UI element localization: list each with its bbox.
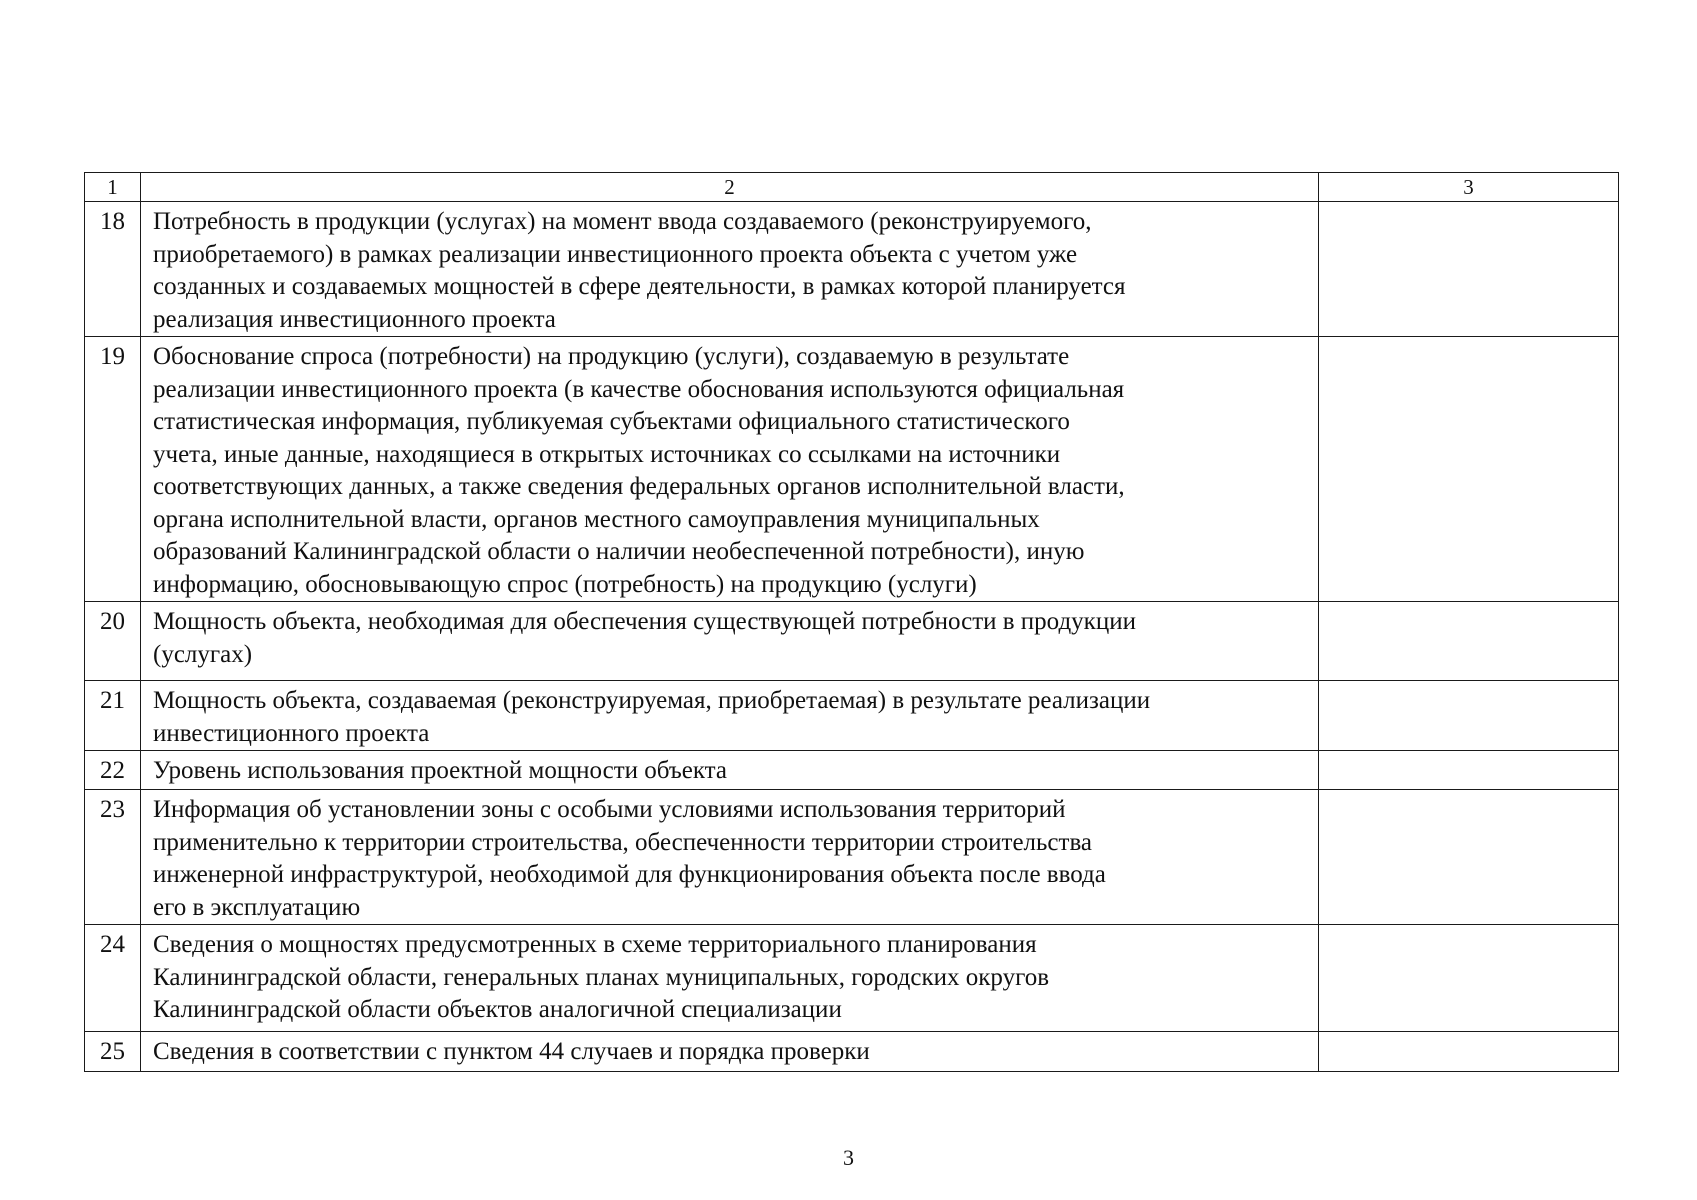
description-line: реализации инвестиционного проекта (в качестве обоснования используются официальная bbox=[153, 375, 1125, 403]
requirements-table bbox=[84, 172, 1619, 1072]
description-line: Информация об установлении зоны с особыми условиями использования территорий bbox=[153, 796, 1066, 823]
row-description bbox=[141, 790, 1319, 925]
table-header-row bbox=[85, 173, 1619, 202]
header-cell-2: 2 bbox=[141, 173, 1319, 202]
row-description bbox=[141, 602, 1319, 681]
table-row bbox=[85, 337, 1619, 602]
row-description bbox=[141, 681, 1319, 751]
row-value[interactable] bbox=[1319, 202, 1619, 337]
row-number: 21 bbox=[85, 681, 141, 751]
row-number: 20 bbox=[85, 602, 141, 681]
page-number: 3 bbox=[843, 1145, 854, 1170]
row-value[interactable] bbox=[1319, 1032, 1619, 1072]
description-line: Калининградской области, генеральных планах муниципальных, городских округов bbox=[153, 963, 1050, 991]
table-row bbox=[85, 681, 1619, 751]
description-line: Сведения о мощностях предусмотренных в схеме территориального планирования bbox=[153, 931, 1037, 958]
description-line: Мощность объекта, создаваемая (реконструируемая, приобретаемая) в результате реализации bbox=[153, 687, 1151, 714]
row-number: 19 bbox=[85, 337, 141, 602]
row-value[interactable] bbox=[1319, 925, 1619, 1032]
row-description bbox=[141, 1032, 1319, 1072]
header-cell-1: 1 bbox=[85, 173, 141, 202]
description-line: соответствующих данных, а также сведения федеральных органов исполнительной власти, bbox=[153, 473, 1125, 500]
row-number: 25 bbox=[85, 1032, 141, 1072]
description-line: приобретаемого) в рамках реализации инвестиционного проекта объекта с учетом уже bbox=[153, 240, 1078, 268]
description-line: Калининградской области объектов аналогичной специализации bbox=[153, 996, 842, 1023]
description-line: инвестиционного проекта bbox=[153, 719, 430, 747]
row-description bbox=[141, 202, 1319, 337]
row-value[interactable] bbox=[1319, 790, 1619, 925]
row-value[interactable] bbox=[1319, 337, 1619, 602]
row-description bbox=[141, 337, 1319, 602]
table-row bbox=[85, 925, 1619, 1032]
table-row bbox=[85, 1032, 1619, 1072]
description-line: (услугах) bbox=[153, 640, 253, 668]
description-line: статистическая информация, публикуемая субъектами официального статистического bbox=[153, 408, 1070, 435]
description-line: органа исполнительной власти, органов местного самоуправления муниципальных bbox=[153, 505, 1040, 533]
requirements-table-body bbox=[85, 173, 1619, 1072]
description-line: учета, иные данные, находящиеся в открытых источниках со ссылками на источники bbox=[153, 440, 1061, 468]
row-value[interactable] bbox=[1319, 602, 1619, 681]
table-row bbox=[85, 602, 1619, 681]
description-line: Мощность объекта, необходимая для обеспечения существующей потребности в продукции bbox=[153, 608, 1136, 635]
description-line: инженерной инфраструктурой, необходимой для функционирования объекта после ввода bbox=[153, 861, 1106, 888]
table-row bbox=[85, 751, 1619, 790]
row-number: 23 bbox=[85, 790, 141, 925]
description-line: его в эксплуатацию bbox=[153, 893, 361, 921]
description-line: образований Калининградской области о наличии необеспеченной потребности), иную bbox=[153, 538, 1085, 565]
description-line: Потребность в продукции (услугах) на момент ввода создаваемого (реконструируемого, bbox=[153, 208, 1092, 235]
row-description bbox=[141, 751, 1319, 790]
row-number: 24 bbox=[85, 925, 141, 1032]
description-line: Обоснование спроса (потребности) на продукцию (услуги), создаваемую в результате bbox=[153, 343, 1070, 370]
description-line: применительно к территории строительства, обеспеченности территории строительства bbox=[153, 828, 1093, 856]
header-cell-3: 3 bbox=[1319, 173, 1619, 202]
description-line: Уровень использования проектной мощности объекта bbox=[153, 757, 728, 784]
row-number: 18 bbox=[85, 202, 141, 337]
table-row bbox=[85, 790, 1619, 925]
row-value[interactable] bbox=[1319, 681, 1619, 751]
description-line: реализация инвестиционного проекта bbox=[153, 305, 556, 333]
row-number: 22 bbox=[85, 751, 141, 790]
row-value[interactable] bbox=[1319, 751, 1619, 790]
table-row bbox=[85, 202, 1619, 337]
row-description bbox=[141, 925, 1319, 1032]
description-line: информацию, обосновывающую спрос (потребность) на продукцию (услуги) bbox=[153, 570, 977, 598]
description-line: Сведения в соответствии с пунктом 44 случаев и порядка проверки bbox=[153, 1038, 870, 1065]
description-line: созданных и создаваемых мощностей в сфере деятельности, в рамках которой планируется bbox=[153, 273, 1126, 300]
